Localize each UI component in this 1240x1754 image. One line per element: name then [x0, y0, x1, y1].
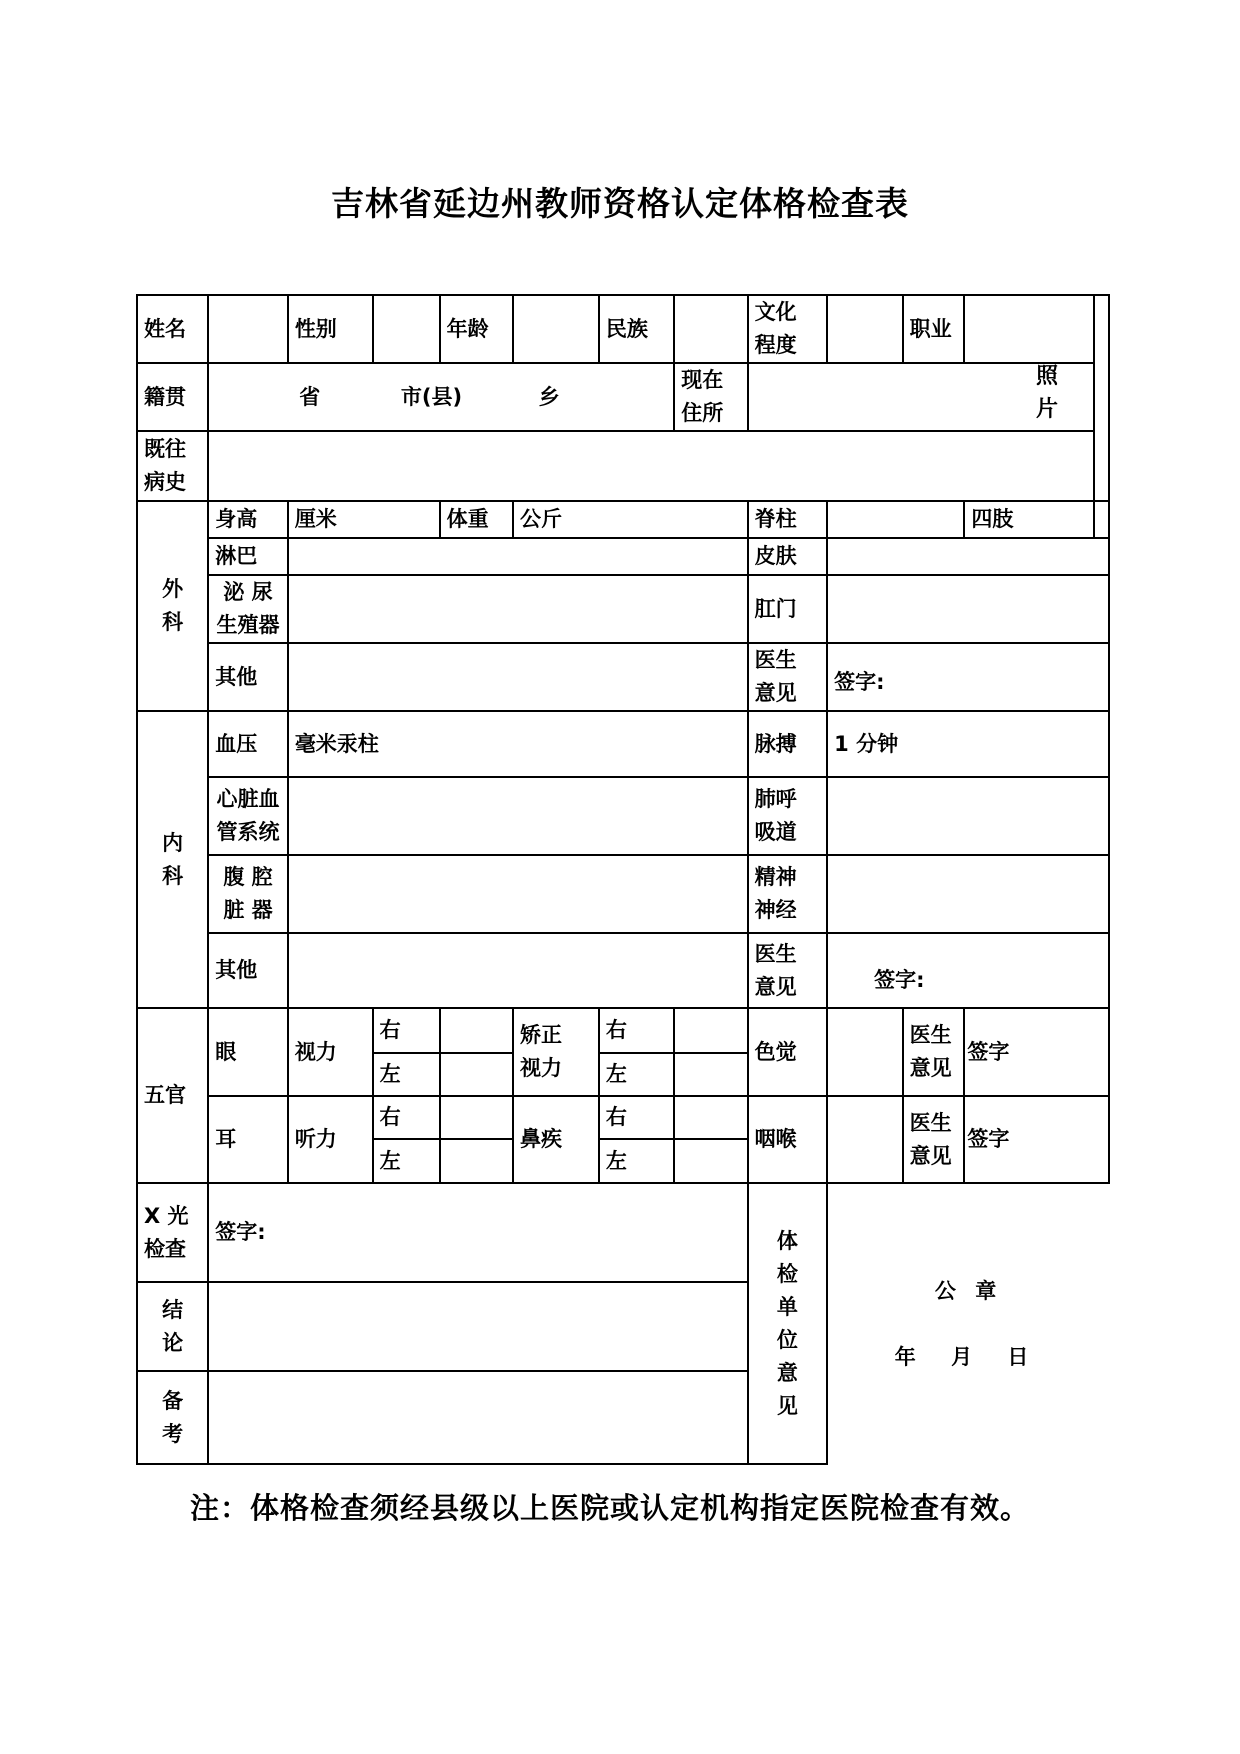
age-field[interactable] [513, 295, 599, 363]
label-urogenital: 泌 尿 生殖器 [208, 575, 288, 643]
label-blood-pressure: 血压 [208, 711, 288, 777]
label-conclusion: 结论 [137, 1282, 208, 1371]
lymph-field[interactable] [288, 538, 748, 575]
label-vision-left: 左 [373, 1053, 440, 1096]
internal-signature-field[interactable]: 签字: [827, 933, 1109, 1008]
label-lymph: 淋巴 [208, 538, 288, 575]
label-hearing-left: 左 [373, 1139, 440, 1183]
seal-label: 公 章 [934, 1279, 1003, 1303]
neuro-field[interactable] [827, 855, 1109, 933]
eye-signature-field[interactable]: 签字 [964, 1008, 1109, 1096]
label-height: 身高 [208, 501, 288, 538]
label-internal-other: 其他 [208, 933, 288, 1008]
label-weight: 体重 [440, 501, 513, 538]
occupation-field[interactable] [964, 295, 1094, 363]
throat-field[interactable] [827, 1096, 902, 1183]
vision-right-field[interactable] [440, 1008, 513, 1053]
label-hearing-right: 右 [373, 1096, 440, 1139]
physical-exam-form [136, 294, 1110, 1465]
label-occupation: 职业 [903, 295, 965, 363]
city-label: 市(县) [400, 384, 463, 409]
label-respiratory: 肺呼 吸道 [748, 777, 828, 855]
xray-signature-field[interactable]: 签字: [208, 1183, 747, 1282]
label-hearing: 听力 [288, 1096, 373, 1183]
nasal-left-field[interactable] [674, 1139, 747, 1183]
label-residence: 现在住所 [674, 363, 747, 431]
label-corrected-right: 右 [599, 1008, 674, 1053]
color-vision-field[interactable] [827, 1008, 902, 1096]
internal-other-field[interactable] [288, 933, 748, 1008]
label-ear-doctor: 医生意见 [903, 1096, 965, 1183]
label-cardio: 心脏血 管系统 [208, 777, 288, 855]
cardio-field[interactable] [288, 777, 748, 855]
label-color-vision: 色觉 [748, 1008, 828, 1096]
label-nasal: 鼻疾 [513, 1096, 599, 1183]
corrected-left-field[interactable] [674, 1053, 747, 1096]
hearing-right-field[interactable] [440, 1096, 513, 1139]
label-corrected-left: 左 [599, 1053, 674, 1096]
label-ethnicity: 民族 [599, 295, 674, 363]
label-internal: 内科 [137, 711, 208, 1008]
abdomen-field[interactable] [288, 855, 748, 933]
respiratory-field[interactable] [827, 777, 1109, 855]
label-throat: 咽喉 [748, 1096, 828, 1183]
label-surgery-other: 其他 [208, 643, 288, 711]
surgery-signature-field[interactable]: 签字: [827, 643, 1109, 711]
label-surgery: 外科 [137, 501, 208, 711]
label-unit-opinion: 体检单位意见 [748, 1183, 828, 1464]
photo-box [1094, 295, 1109, 501]
hearing-left-field[interactable] [440, 1139, 513, 1183]
surgery-other-field[interactable] [288, 643, 748, 711]
label-education: 文化程度 [748, 295, 828, 363]
label-limbs: 四肢 [964, 501, 1094, 538]
label-five-senses: 五官 [137, 1008, 208, 1183]
label-eye: 眼 [208, 1008, 288, 1096]
urogenital-field[interactable] [288, 575, 748, 643]
corrected-right-field[interactable] [674, 1008, 747, 1053]
label-ear: 耳 [208, 1096, 288, 1183]
label-skin: 皮肤 [748, 538, 828, 575]
date-label: 年 月 日 [894, 1345, 1043, 1369]
medical-history-field[interactable] [208, 431, 1094, 501]
photo-label: 照片 [1035, 364, 1058, 422]
label-medical-history: 既往病史 [137, 431, 208, 501]
pulse-field[interactable]: 1 分钟 [827, 711, 1109, 777]
label-nasal-right: 右 [599, 1096, 674, 1139]
label-corrected-vision: 矫正视力 [513, 1008, 599, 1096]
name-field[interactable] [208, 295, 288, 363]
unit-opinion-field[interactable] [827, 1183, 1109, 1464]
label-anus: 肛门 [748, 575, 828, 643]
ear-signature-field[interactable]: 签字 [964, 1096, 1109, 1183]
label-surgery-doctor: 医生意见 [748, 643, 828, 711]
footer-note: 注：体格检查须经县级以上医院或认定机构指定医院检查有效。 [190, 1491, 1031, 1525]
nasal-right-field[interactable] [674, 1096, 747, 1139]
label-internal-doctor: 医生意见 [748, 933, 828, 1008]
label-nasal-left: 左 [599, 1139, 674, 1183]
vision-left-field[interactable] [440, 1053, 513, 1096]
skin-field[interactable] [827, 538, 1109, 575]
remarks-field[interactable] [208, 1371, 747, 1464]
label-gender: 性别 [288, 295, 373, 363]
province-label: 省 [299, 384, 321, 409]
label-age: 年龄 [440, 295, 513, 363]
page-title: 吉林省延边州教师资格认定体格检查表 [331, 184, 909, 223]
education-field[interactable] [827, 295, 902, 363]
label-vision: 视力 [288, 1008, 373, 1096]
weight-field[interactable]: 公斤 [513, 501, 748, 538]
label-neuro: 精神 神经 [748, 855, 828, 933]
spine-field[interactable] [827, 501, 964, 538]
label-remarks: 备考 [137, 1371, 208, 1464]
height-field[interactable]: 厘米 [288, 501, 440, 538]
label-spine: 脊柱 [748, 501, 828, 538]
gender-field[interactable] [373, 295, 440, 363]
label-pulse: 脉搏 [748, 711, 828, 777]
native-place-field[interactable] [208, 363, 674, 431]
label-vision-right: 右 [373, 1008, 440, 1053]
township-label: 乡 [538, 384, 560, 409]
label-eye-doctor: 医生意见 [903, 1008, 965, 1096]
label-name: 姓名 [137, 295, 208, 363]
anus-field[interactable] [827, 575, 1109, 643]
blood-pressure-field[interactable]: 毫米汞柱 [288, 711, 748, 777]
ethnicity-field[interactable] [674, 295, 747, 363]
conclusion-field[interactable] [208, 1282, 747, 1371]
limbs-field[interactable] [1094, 501, 1109, 538]
label-native-place: 籍贯 [137, 363, 208, 431]
label-xray: X 光检查 [137, 1183, 208, 1282]
label-abdomen: 腹 腔 脏 器 [208, 855, 288, 933]
